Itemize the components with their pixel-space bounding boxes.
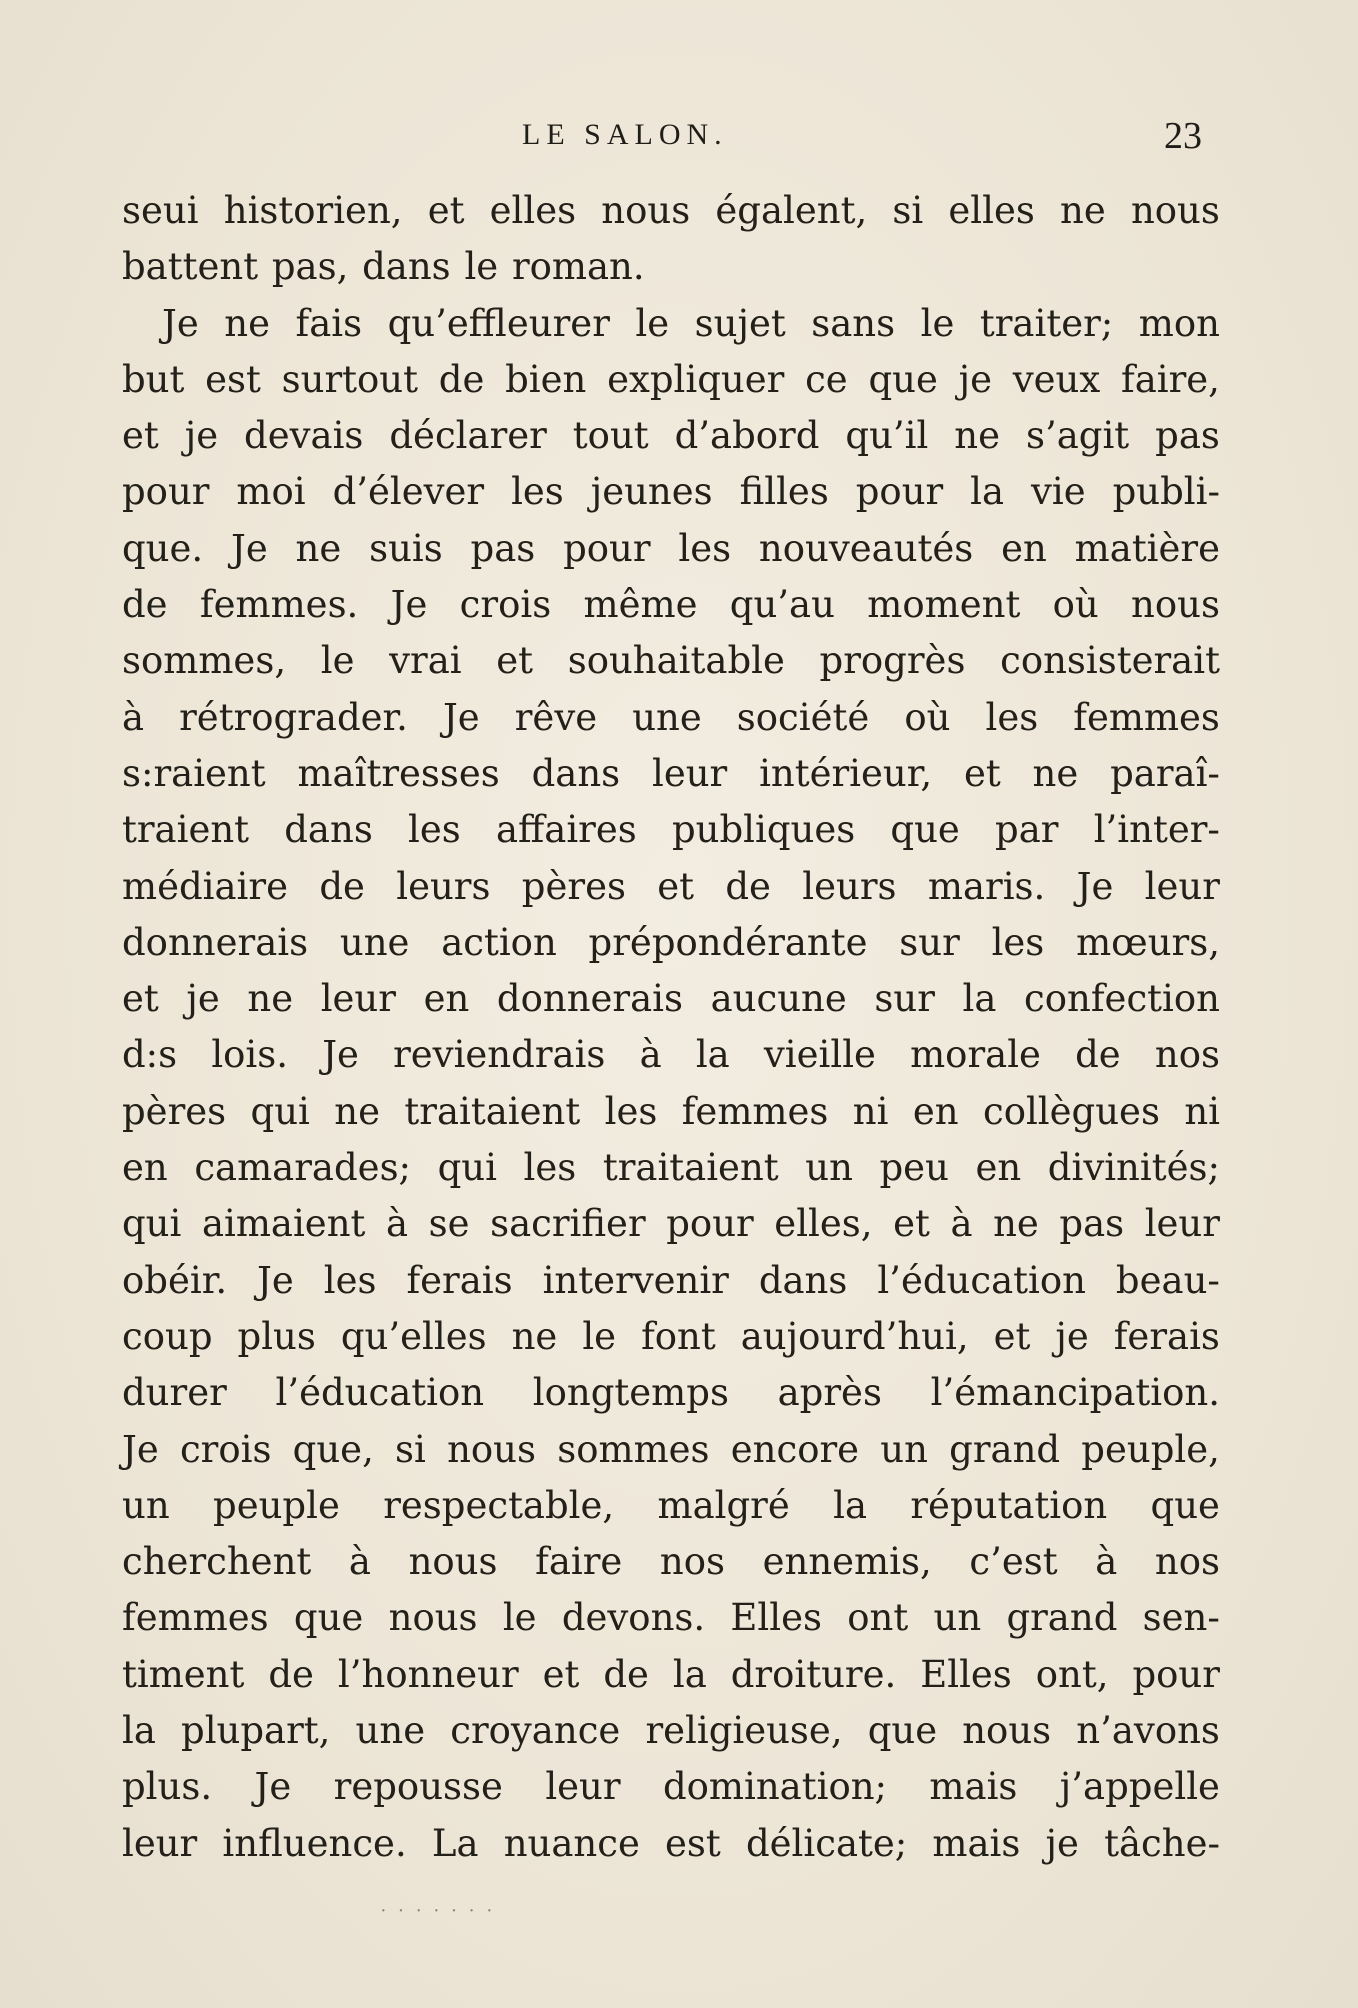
text-line: s:raient maîtresses dans leur intérieur, et ne paraî- bbox=[122, 751, 1220, 795]
page-number: 23 bbox=[1164, 115, 1202, 157]
text-line: en camarades; qui les traitaient un peu en divinités; bbox=[122, 1146, 1220, 1190]
footer-marks: · · · · · · · bbox=[380, 1900, 496, 1922]
text-line: pères qui ne traitaient les femmes ni en collègues ni bbox=[122, 1089, 1220, 1133]
text-line: battent pas, dans le roman. bbox=[122, 245, 645, 289]
text-line: seui historien, et elles nous égalent, si elles ne nous bbox=[122, 189, 1220, 232]
text-line: obéir. Je les ferais intervenir dans l’éducation beau- bbox=[122, 1258, 1220, 1302]
page-header bbox=[122, 115, 1202, 168]
text-line: et je devais déclarer tout d’abord qu’il ne s’agit pas bbox=[122, 414, 1220, 458]
text-line: de femmes. Je crois même qu’au moment où nous bbox=[122, 583, 1220, 627]
text-line: Je ne fais qu’effleurer le sujet sans le traiter; mon bbox=[162, 301, 1220, 345]
text-line: cherchent à nous faire nos ennemis, c’est à nos bbox=[122, 1540, 1220, 1584]
text-line: que. Je ne suis pas pour les nouveautés en matière bbox=[122, 526, 1220, 570]
text-line: femmes que nous le devons. Elles ont un grand sen- bbox=[122, 1596, 1220, 1640]
text-line: plus. Je repousse leur domination; mais j’appelle bbox=[122, 1765, 1220, 1809]
body-text bbox=[122, 183, 1220, 1872]
running-title: LE SALON. bbox=[522, 118, 728, 151]
text-line: sommes, le vrai et souhaitable progrès consisterait bbox=[122, 639, 1220, 683]
text-line: médiaire de leurs pères et de leurs maris. Je leur bbox=[122, 864, 1220, 908]
text-line: donnerais une action prépondérante sur les mœurs, bbox=[122, 920, 1220, 964]
text-line: Je crois que, si nous sommes encore un grand peuple, bbox=[122, 1427, 1220, 1471]
text-line: pour moi d’élever les jeunes filles pour la vie publi- bbox=[122, 470, 1220, 514]
text-line: leur influence. La nuance est délicate; mais je tâche- bbox=[122, 1821, 1220, 1865]
text-line: timent de l’honneur et de la droiture. Elles ont, pour bbox=[122, 1652, 1220, 1696]
text-line: à rétrograder. Je rêve une société où les femmes bbox=[122, 695, 1220, 739]
text-line: qui aimaient à se sacrifier pour elles, et à ne pas leur bbox=[122, 1202, 1220, 1246]
text-line: d:s lois. Je reviendrais à la vieille morale de nos bbox=[122, 1033, 1220, 1077]
text-line: et je ne leur en donnerais aucune sur la confection bbox=[122, 977, 1220, 1021]
text-line: un peuple respectable, malgré la réputation que bbox=[122, 1483, 1220, 1527]
text-line: durer l’éducation longtemps après l’émancipation. bbox=[122, 1371, 1220, 1415]
text-line: coup plus qu’elles ne le font aujourd’hui, et je ferais bbox=[122, 1314, 1220, 1358]
text-line: traient dans les affaires publiques que par l’inter- bbox=[122, 808, 1220, 852]
text-line: but est surtout de bien expliquer ce que je veux faire, bbox=[122, 357, 1220, 401]
text-line: la plupart, une croyance religieuse, que nous n’avons bbox=[122, 1709, 1220, 1753]
